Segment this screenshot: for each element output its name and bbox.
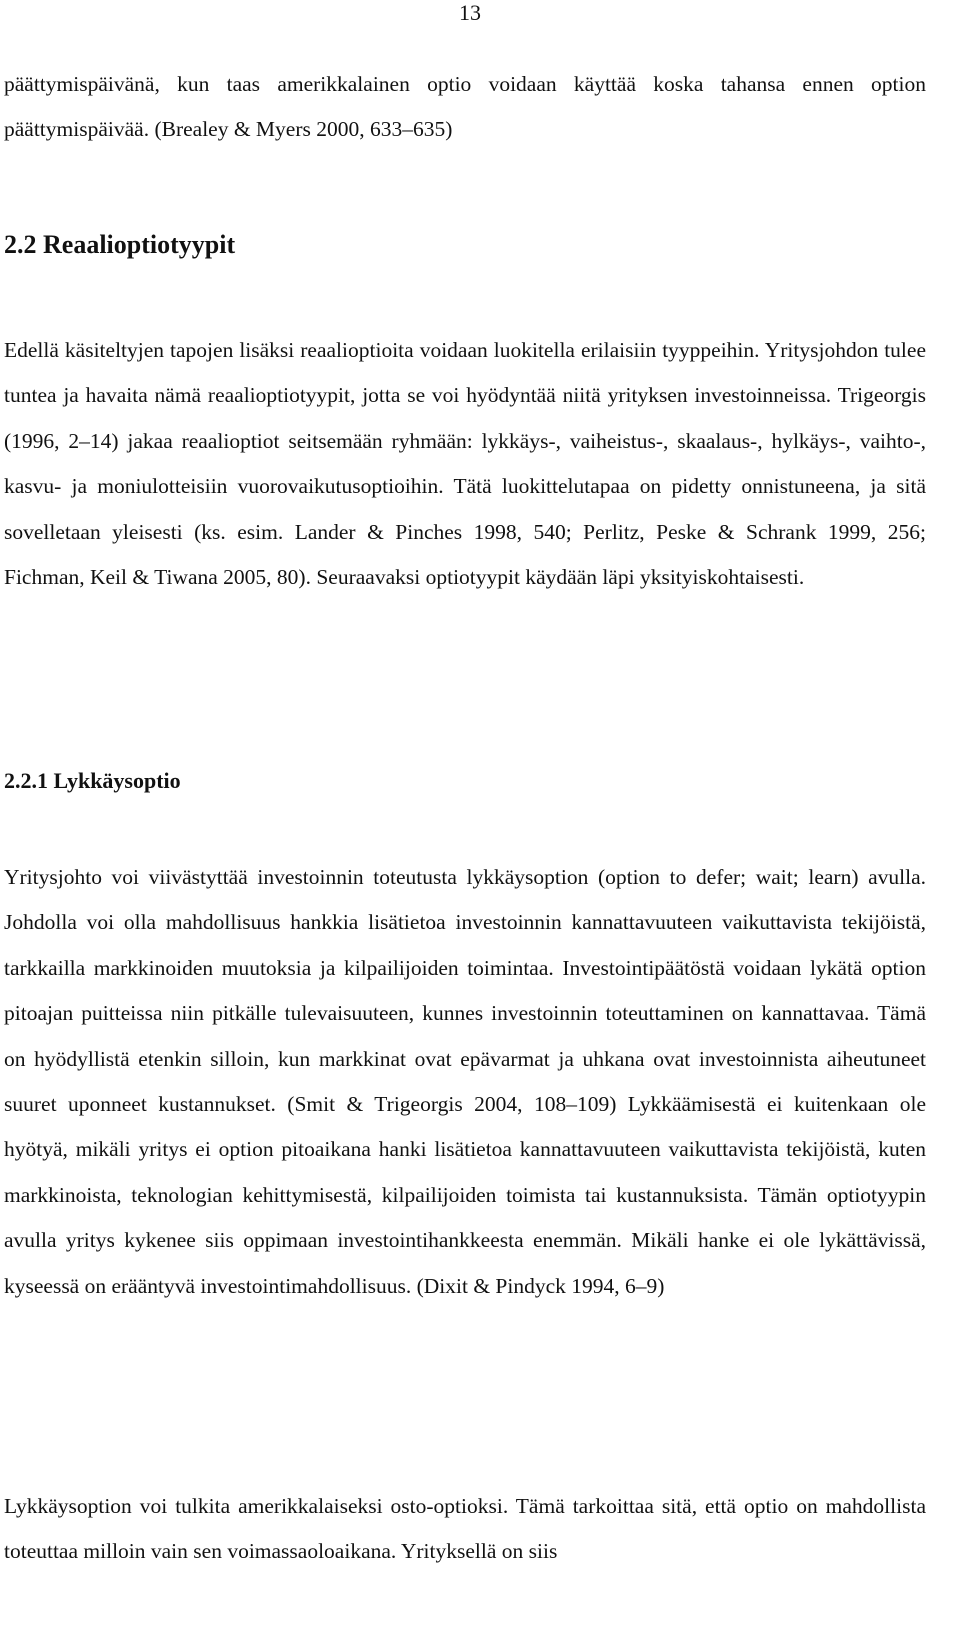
paragraph-intro-continued: päättymispäivänä, kun taas amerikkalainen optio voidaan käyttää koska tahansa ennen option päättymispäivää. (Brealey & Myers 2000, 633–635) bbox=[4, 72, 926, 142]
paragraph-option-types: Edellä käsiteltyjen tapojen lisäksi reaalioptioita voidaan luokitella erilaisiin tyyppeihin. Yritysjohdon tulee tuntea ja havaita nämä reaalioptiotyypit, jotta se voi hyödyntää niitä yrityksen investoinneissa. Trigeorgis (1996, 2–14) jakaa reaalioptiot seitsemään ryhmään: lykkäys-, vaiheistus-, skaalaus-, hylkäys-, vaihto-, kasvu- ja moniulotteisiin vuorovaikutusoptioihin. Tätä luokittelutapaa on pidetty onnistuneena, ja sitä sovelletaan yleisesti (ks. esim. Lander & Pinches 1998, 540; Perlitz, Peske & Schrank 1999, 256; Fichman, Keil & Tiwana 2005, 80). Seuraavaksi optiotyypit käydään läpi yksityiskohtaisesti. bbox=[4, 338, 926, 590]
page-number: 13 bbox=[459, 0, 481, 25]
paragraph-defer-option: Yritysjohto voi viivästyttää investoinnin toteutusta lykkäysoption (option to defer; wait; learn) avulla. Johdolla voi olla mahdollisuus hankkia lisätietoa investoinnin kannattavuuteen vaikuttavista tekijöistä, tarkkailla markkinoiden muutoksia ja kilpailijoiden toimintaa. Investointipäätöstä voidaan lykätä option pitoajan puitteissa niin pitkälle tulevaisuuteen, kunnes investoinnin toteuttaminen on kannattavaa. Tämä on hyödyllistä etenkin silloin, kun markkinat ovat epävarmat ja uhkana ovat investoinnista aiheutuneet suuret uponneet kustannukset. (Smit & Trigeorgis 2004, 108–109) Lykkäämisestä ei kuitenkaan ole hyötyä, mikäli yritys ei option pitoaikana hanki lisätietoa kannattavuuteen vaikuttavista tekijöistä, kuten markkinoista, teknologian kehittymisestä, kilpailijoiden toimista tai kustannuksista. Tämän optiotyypin avulla yritys kykenee siis oppimaan investointihankkeesta enemmän. Mikäli hanke ei ole lykättävissä, kyseessä on erääntyvä investointimahdollisuus. (Dixit & Pindyck 1994, 6–9) bbox=[4, 865, 926, 1298]
section-heading: 2.2 Reaalioptiotyypit bbox=[4, 230, 236, 259]
subsection-heading: 2.2.1 Lykkäysoptio bbox=[4, 768, 181, 793]
paragraph-american-call: Lykkäysoption voi tulkita amerikkalaiseksi osto-optioksi. Tämä tarkoittaa sitä, että optio on mahdollista toteuttaa milloin vain sen voimassaoloaikana. Yrityksellä on siis bbox=[4, 1494, 926, 1564]
